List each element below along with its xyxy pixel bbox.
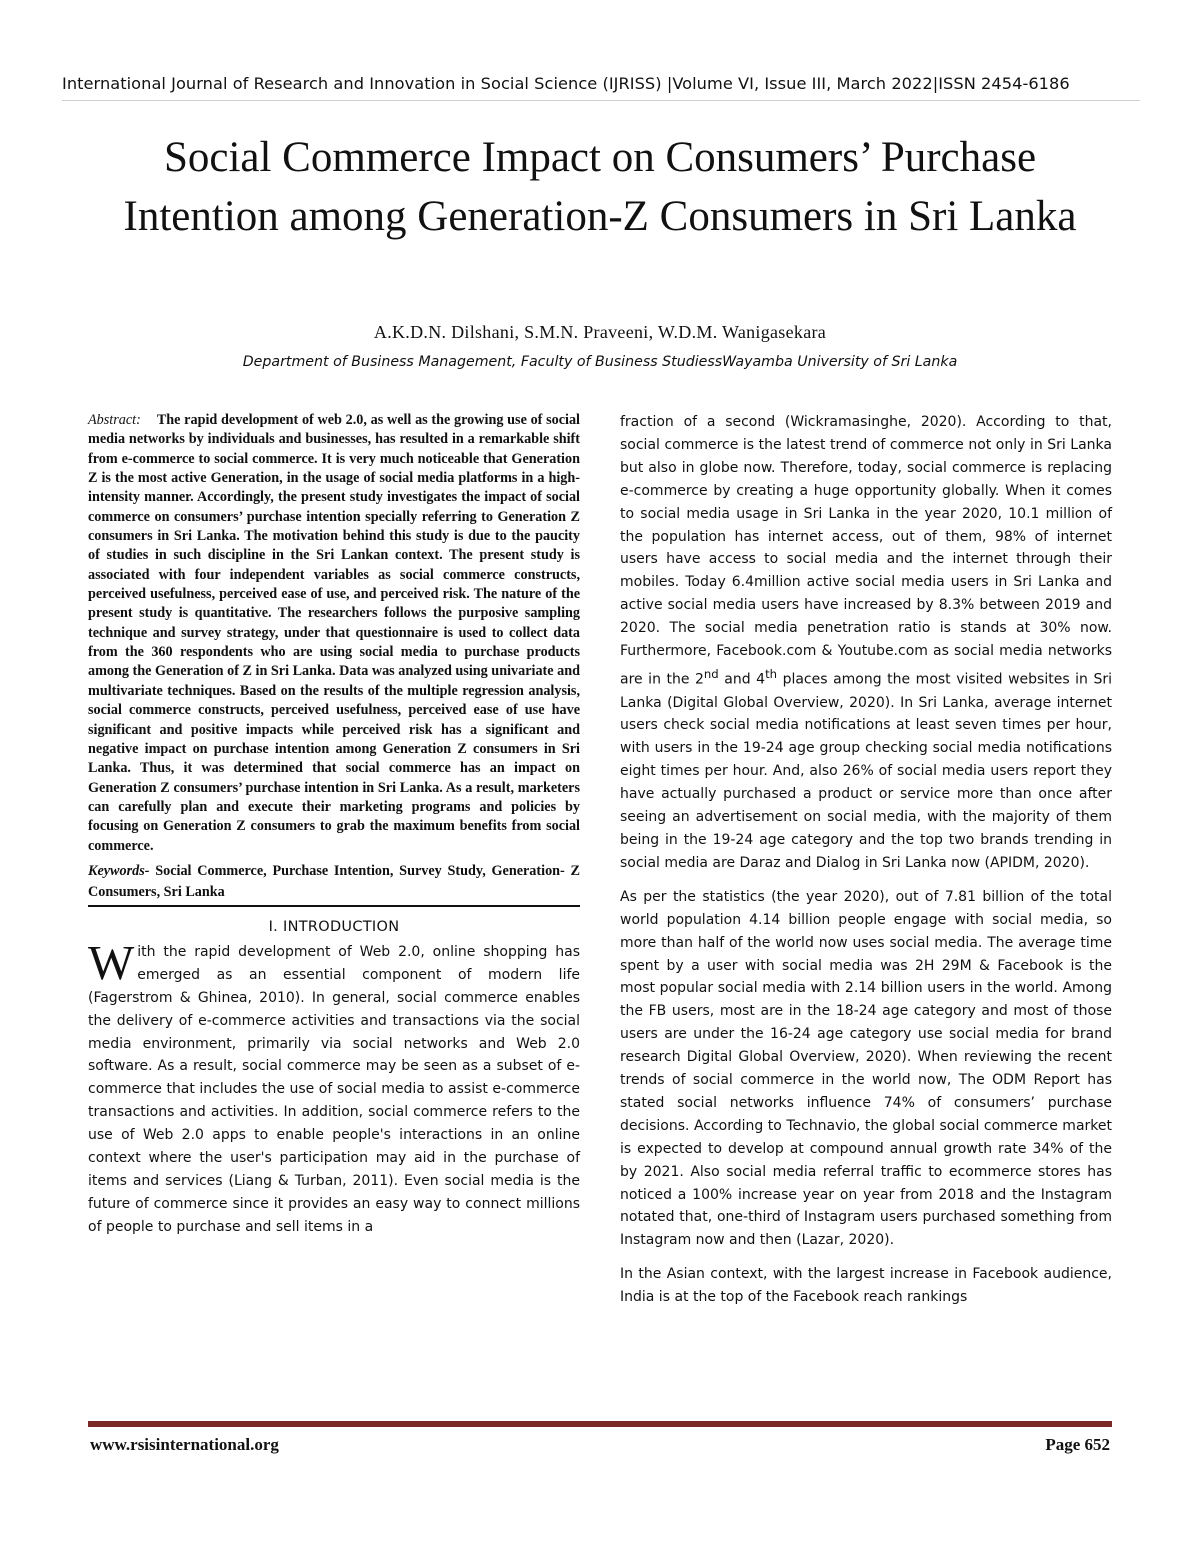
left-column bbox=[88, 411, 580, 1239]
abstract-label: Abstract: bbox=[88, 412, 141, 428]
section-heading-introduction: I. INTRODUCTION bbox=[268, 918, 400, 935]
intro-paragraph-asian-context: In the Asian context, with the largest increase in Facebook audience, India is at the top of the Facebook reach rankings bbox=[620, 1266, 1112, 1306]
drop-cap-letter: W bbox=[88, 934, 135, 990]
intro-paragraph-continued bbox=[620, 411, 1112, 875]
intro-paragraph-continued-text-a: fraction of a second (Wickramasinghe, 2020). According to that, social commerce is the latest trend of commerce not only in Sri Lanka but also in globe now. Therefore, today, social commerce is replacing e-commerce by creating a huge opportunity globally. When it comes to social media usage in Sri Lanka in the year 2020, 10.1 million of the population has internet access, out of them, 98% of internet users have access to social media and the internet through their mobiles. Today 6.4million active social media users in Sri Lanka and active social media users have increased by 8.3% between 2019 and 2020. The social media penetration ratio is stands at 30% now. Furthermore, Facebook.com & Youtube.com as social media networks are in the 2 bbox=[620, 414, 1112, 688]
paper-authors: A.K.D.N. Dilshani, S.M.N. Praveeni, W.D.M. Wanigasekara bbox=[373, 322, 827, 342]
abstract-text: The rapid development of web 2.0, as well as the growing use of social media networks by individuals and businesses, has resulted in a remarkable shift from e-commerce to social commerce. It is very much noticeable that Generation Z is the most active Generation, in the usage of social media platforms in a high-intensity manner. Accordingly, the present study investigates the impact of social commerce on consumers’ purchase intention specially referring to Generation Z consumers in Sri Lanka. The motivation behind this study is due to the paucity of studies in such discipline in the Sri Lankan context. The present study is associated with four independent variables as social commerce constructs, perceived usefulness, perceived ease of use, and perceived risk. The nature of the present study is quantitative. The researchers follows the purposive sampling technique and survey strategy, under that questionnaire is used to collect data from the 360 respondents who are using social media to purchase products among the Generation of Z in Sri Lanka. Data was analyzed using univariate and multivariate techniques. Based on the results of the multiple regression analysis, social commerce constructs, perceived usefulness, perceived ease of use have significant and positive impacts while perceived risk has a significant and negative impact on purchase intention among Generation Z consumers in Sri Lanka. Thus, it was determined that social commerce has an impact on Generation Z consumers’ purchase intention in Sri Lanka. As a result, marketers can carefully plan and execute their marketing programs and policies by focusing on Generation Z consumers to grab the maximum benefits from social commerce. bbox=[88, 412, 580, 854]
intro-paragraph-continued-text-b: and 4 bbox=[718, 671, 766, 688]
right-column bbox=[620, 411, 1112, 1320]
intro-paragraph-1 bbox=[88, 934, 580, 1239]
footer-bar bbox=[88, 1421, 1112, 1427]
abstract-paragraph bbox=[88, 411, 580, 856]
paper-affiliation: Department of Business Management, Faculty of Business StudiessWayamba University of Sri Lanka bbox=[242, 354, 958, 370]
footer-website[interactable]: www.rsisinternational.org bbox=[90, 1435, 279, 1454]
intro-paragraph-1-text: ith the rapid development of Web 2.0, online shopping has emerged as an essential component of modern life (Fagerstrom & Ghinea, 2010). In general, social commerce enables the delivery of e-commerce activities and transactions via the social media environment, primarily via social networks and Web 2.0 software. As a result, social commerce may be seen as a subset of e-commerce that includes the use of social media to assist e-commerce transactions and activities. In addition, social commerce refers to the use of Web 2.0 apps to enable people's interactions in an online context where the user's participation may aid in the purchase of items and services (Liang & Turban, 2011). Even social media is the future of commerce since it provides an easy way to connect millions of people to purchase and sell items in a bbox=[88, 943, 580, 1235]
superscript-nd: nd bbox=[703, 666, 719, 681]
keywords-paragraph bbox=[88, 861, 580, 903]
superscript-th: th bbox=[765, 666, 778, 681]
keywords-text: Social Commerce, Purchase Intention, Survey Study, Generation- Z Consumers, Sri Lanka bbox=[88, 862, 580, 900]
header-divider bbox=[62, 100, 1140, 101]
intro-paragraph-statistics: As per the statistics (the year 2020), out of 7.81 billion of the total world population 4.14 billion people engage with social media, so more than half of the world now uses social media. The average time spent by a user with social media was 2H 29M & Facebook is the most popular social media with 2.14 billion users in the world. Among the FB users, most are in the 18-24 age category and most of those users are under the 16-24 age category use social media for brand research Digital Global Overview, 2020). When reviewing the recent trends of social commerce in the world now, The ODM Report has stated social networks influence 74% of consumers’ purchase decisions. According to Technavio, the global social commerce market is expected to develop at compound annual growth rate 34% of the by 2021. Also social media referral traffic to ecommerce stores has noticed a 100% increase year on year from 2018 and the Instagram notated that, one-third of Instagram users purchased something from Instagram now and then (Lazar, 2020). bbox=[620, 888, 1112, 1249]
keywords-divider bbox=[88, 905, 580, 907]
paper-title: Social Commerce Impact on Consumers’ Purchase Intention among Generation-Z Consumers in Sri Lanka bbox=[123, 134, 1077, 240]
journal-running-header: International Journal of Research and Innovation in Social Science (IJRISS) |Volume VI, Issue III, March 2022|ISSN 2454-6186 bbox=[62, 74, 1070, 93]
footer-page-number: Page 652 bbox=[1045, 1435, 1110, 1454]
intro-paragraph-continued-text-c: places among the most visited websites in Sri Lanka (Digital Global Overview, 2020). In Sri Lanka, average internet users check social media notifications at least seven times per hour, with users in the 19-24 age group checking social media notifications eight times per hour. And, also 26% of social media users report they have actually purchased a product or service more than once after seeing an advertisement on social media, with the majority of them being in the 19-24 age category and the top two brands trending in social media are Daraz and Dialog in Sri Lanka now (APIDM, 2020). bbox=[620, 671, 1113, 871]
keywords-label: Keywords- bbox=[88, 862, 150, 879]
